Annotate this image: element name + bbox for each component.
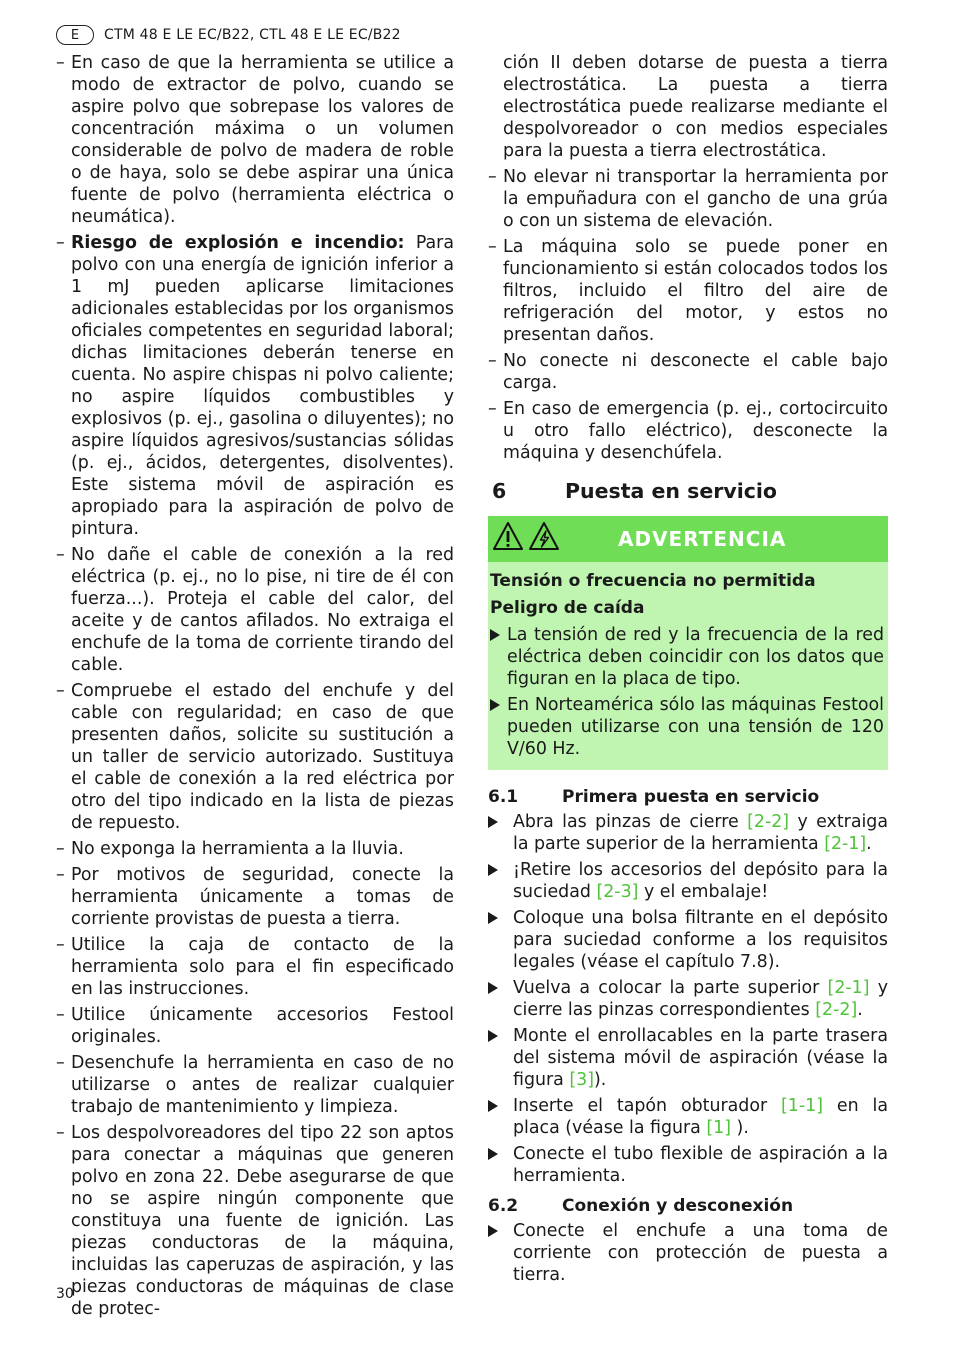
list-item: – Riesgo de explosión e incendio: Para polvo con una energía de ignición inferior a 1 mJ pueden aplicarse limitaciones adicionales establecidas por los organismos oficiales competentes en seguridad laboral; dichas limitaciones deberán tenerse en cuenta. No aspire chispas ni polvo caliente; no aspire líquidos combustibles y explosivos (p. ej., gasolina o diluyentes); no aspire líquidos agresivos/sustancias sólidas (p. ej., ácidos, detergentes, disolventes). Este sistema móvil de aspiración es apropiado para la aspiración de polvo de pintura.	[56, 233, 454, 539]
list-item: – En caso de emergencia (p. ej., cortocircuito u otro fallo eléctrico), desconecte la máquina y desenchúfela.	[488, 399, 888, 463]
language-badge: E	[56, 25, 94, 45]
arrow-icon	[490, 629, 500, 641]
list-item: – La máquina solo se puede poner en funcionamiento si están colocados todos los filtros, incluido el filtro del aire de refrigeración del motor, y estos no presentan daños.	[488, 237, 888, 345]
section-number: 6	[492, 479, 507, 503]
warning-triangle-icon	[492, 520, 528, 558]
subsection-heading: 6.1 Primera puesta en servicio	[488, 787, 820, 807]
arrow-icon	[488, 1148, 498, 1160]
step-item: Inserte el tapón obturador [1-1] en la placa (véase la figura [1] ).	[488, 1095, 888, 1139]
section-title: Puesta en servicio	[565, 479, 777, 503]
subsection-heading: 6.2 Conexión y desconexión	[488, 1196, 794, 1216]
right-column	[488, 52, 888, 1290]
warning-line: Peligro de caída	[490, 598, 645, 618]
warning-body	[488, 562, 888, 770]
section-heading	[488, 478, 888, 504]
explosion-risk-label: Riesgo de explosión e incendio:	[71, 233, 405, 253]
warning-bullet: En Norteamérica sólo las máquinas Festool pueden utilizarse con una tensión de 120 V/60 Hz.	[490, 694, 884, 760]
arrow-icon	[488, 1225, 498, 1237]
figure-ref: [1-1]	[781, 1096, 823, 1116]
step-item: Monte el enrollacables en la parte trasera del sistema móvil de aspiración (véase la figura [3]).	[488, 1025, 888, 1091]
figure-ref: [2-2]	[815, 1000, 858, 1020]
list-item: – No elevar ni transportar la herramienta por la empuñadura con el gancho de una grúa o con un sistema de elevación.	[488, 167, 888, 231]
step-item: Coloque una bolsa filtrante en el depósito para suciedad conforme a los requisitos legales (véase el capítulo 7.8).	[488, 907, 888, 973]
list-item: – Los despolvoreadores del tipo 22 son aptos para conectar a máquinas que generen polvo en zona 22. Debe asegurarse de que no se aspire ningún componente que constituya una fuente de ignición. Las piezas conductoras de la máquina, incluidas las caperuzas de aspiración, y las piezas conductoras de máquinas de clase de protec-	[56, 1123, 454, 1319]
arrow-icon	[488, 982, 498, 994]
step-item: Abra las pinzas de cierre [2-2] y extraiga la parte superior de la herramienta [2-1].	[488, 811, 888, 855]
step-item: ¡Retire los accesorios del depósito para la suciedad [2-3] y el embalaje!	[488, 859, 888, 903]
warning-bullet: La tensión de red y la frecuencia de la red eléctrica deben coincidir con los datos que figuran en la placa de tipo.	[490, 624, 884, 690]
list-item: – Utilice únicamente accesorios Festool originales.	[56, 1005, 454, 1047]
figure-ref: [3]	[569, 1070, 594, 1090]
page-header	[56, 24, 401, 46]
arrow-icon	[488, 1030, 498, 1042]
list-item: – Compruebe el estado del enchufe y del cable con regularidad; en caso de que presenten daños, solicite su sustitución a un taller de servicio autorizado. Sustituya el cable de conexión a la red eléctrica por otro del tipo indicado en la lista de piezas de repuesto.	[56, 681, 454, 833]
warning-line: Tensión o frecuencia no permitida	[490, 571, 816, 591]
arrow-icon	[490, 699, 500, 711]
warning-box	[488, 516, 888, 770]
figure-ref: [2-2]	[747, 812, 790, 832]
step-item: Conecte el tubo flexible de aspiración a la herramienta.	[488, 1143, 888, 1187]
figure-ref: [1]	[706, 1118, 732, 1138]
arrow-icon	[488, 1100, 498, 1112]
list-item: – En caso de que la herramienta se utilice a modo de extractor de polvo, cuando se aspire polvo que sobrepase los valores de concentración máxima o un volumen considerable de polvo de madera de roble o de haya, solo se debe aspirar una única fuente de polvo (herramienta eléctrica o neumática).	[56, 53, 454, 227]
step-item: Conecte el enchufe a una toma de corriente con protección de puesta a tierra.	[488, 1220, 888, 1286]
left-column	[56, 52, 454, 1324]
list-item: – Utilice la caja de contacto de la herramienta solo para el fin especificado en las instrucciones.	[56, 935, 454, 999]
page-number: 30	[56, 1286, 74, 1302]
list-item: – No dañe el cable de conexión a la red eléctrica (p. ej., no lo pise, ni tire de él con fuerza...). Proteja el cable del calor, del aceite y de cantos afilados. No extraiga el enchufe de la toma de corriente tirando del cable.	[56, 545, 454, 675]
warning-title: ADVERTENCIA	[618, 527, 787, 551]
figure-ref: [2-1]	[827, 978, 870, 998]
list-item: – Desenchufe la herramienta en caso de no utilizarse o antes de realizar cualquier trabajo de mantenimiento y limpieza.	[56, 1053, 454, 1117]
figure-ref: [2-1]	[824, 834, 867, 854]
electric-hazard-icon	[528, 520, 564, 558]
arrow-icon	[488, 864, 498, 876]
warning-header	[488, 516, 888, 562]
list-item: – No conecte ni desconecte el cable bajo carga.	[488, 351, 888, 393]
arrow-icon	[488, 912, 498, 924]
step-item: Vuelva a colocar la parte superior [2-1] y cierre las pinzas correspondientes [2-2].	[488, 977, 888, 1021]
arrow-icon	[488, 816, 498, 828]
continued-text: ción II deben dotarse de puesta a tierra electrostática. La puesta a tierra electrostática puede realizarse mediante el despolvoreador o con medios especiales para la puesta a tierra electrostática.	[503, 53, 888, 161]
list-item: – No exponga la herramienta a la lluvia.	[56, 839, 404, 859]
figure-ref: [2-3]	[596, 882, 639, 902]
list-item: – Por motivos de seguridad, conecte la herramienta únicamente a tomas de corriente provistas de puesta a tierra.	[56, 865, 454, 929]
model-title: CTM 48 E LE EC/B22, CTL 48 E LE EC/B22	[104, 27, 401, 43]
